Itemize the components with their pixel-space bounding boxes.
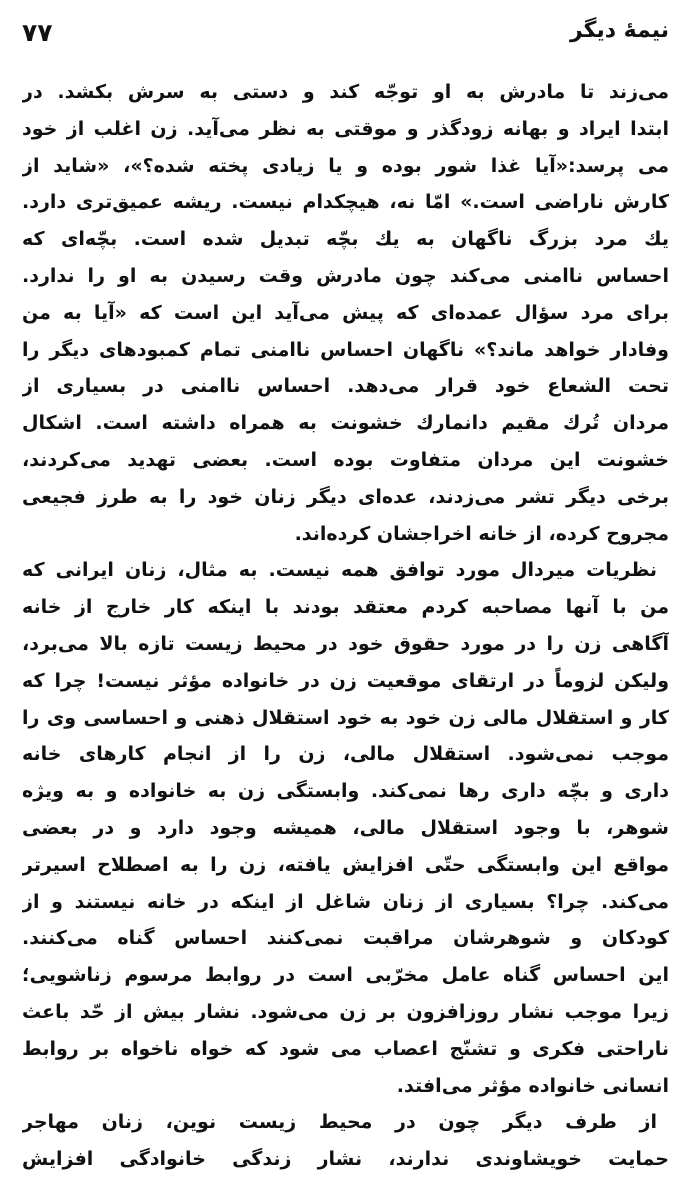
text-line: احساس ناامنی می‌کند چون مادرش وقت رسیدن به او را ندارد. [22,264,669,287]
text-line: کارش ناراضی است.» امّا نه، هیچکدام نیست. ریشه عمیق‌تری دارد. [22,191,669,214]
text-line: شوهر، با وجود استقلال مالی، همیشه وجود دارد و در بعضی [22,816,669,839]
text-line: می پرسد:«آیا غذا شور بوده و یا زیادی پخته شده؟»، «شاید از [22,154,669,177]
text-line: ناراحتی فکری و تشنّج اعصاب می شود که خواه ناخواه بر روابط [22,1037,669,1060]
text-line: ابتدا ایراد و بهانه زودگذر و موقتی به نظر می‌آید. زن اغلب از خود [22,117,669,140]
page-number: ۷۷ [22,18,53,47]
text-line: زیرا موجب نشار روزافزون بر زن می‌شود. نشار بیش از حّد باعث [22,1000,669,1023]
text-line: مردان تُرك مقیم دانمارك خشونت به همراه داشته است. اشکال [22,412,669,435]
text-line: کار و استقلال مالی زن خود به خود استقلال ذهنی و احساسی وی را [22,706,669,729]
text-line: می‌کند. چرا؟ بسیاری از زنان شاغل از اینکه در خانه نیستند و از [22,890,669,913]
text-line: تحت الشعاع خود قرار می‌دهد. احساس ناامنی در بسیاری از [22,375,669,398]
text-line: از طرف دیگر چون در محیط زیست نوین، زنان مهاجر [22,1111,657,1134]
text-line: وفادار خواهد ماند؟» ناگهان احساس ناامنی تمام کمبودهای دیگر را [22,338,669,361]
text-line: برخی دیگر تشر می‌زدند، عده‌ای دیگر زنان خود را به طرز فجیعی [22,485,669,508]
text-line: مجروح کرده، از خانه اخراجشان کرده‌اند. [294,522,669,545]
text-line: آگاهی زن را در مورد حقوق خود در محیط زیست تازه بالا می‌برد، [22,632,669,655]
text-line: نظریات میردال مورد توافق همه نیست. به مثال، زنان ایرانی که [22,559,657,582]
text-line: خشونت این مردان متفاوت بوده است. بعضی تهدید می‌کردند، [22,448,669,471]
text-line: حمایت خویشاوندی ندارند، نشار زندگی خانوادگی افزایش [22,1148,669,1171]
text-line: موجب نمی‌شود. استقلال مالی، زن را از انجام کارهای خانه [22,743,669,766]
text-line: یك مرد بزرگ ناگهان به یك بچّه تبدیل شده است. بچّه‌ای که [22,228,669,251]
text-line: داری و بچّه داری رها نمی‌کند. وابستگی زن به خانواده و به ویژه [22,780,669,803]
text-line: ولیکن لزوماً در ارتقای موقعیت زن در خانواده مؤثر نیست! چرا که [22,669,669,692]
text-line: می‌زند تا مادرش به او توجّه کند و دستی به سرش بکشد. در [22,81,669,103]
text-line: من با آنها مصاحبه کردم معتقد بودند با اینکه کار خارج از خانه [22,596,669,619]
page-header [22,18,669,54]
text-line: برای مرد سؤال عمده‌ای که پیش می‌آید این است که «آیا به من [22,301,669,324]
running-title: نیمهٔ دیگر [569,18,669,43]
body-text [22,74,669,1178]
text-line: کودکان و شوهرشان مراقبت نمی‌کنند احساس گناه می‌کنند. [22,927,669,950]
text-line: مواقع این وابستگی حتّی افزایش یافته، زن را به اصطلاح اسیرتر [22,853,669,876]
text-line: انسانی خانواده مؤثر می‌افتد. [396,1074,669,1097]
text-line: این احساس گناه عامل مخرّبی است در روابط مرسوم زناشویی؛ [22,964,669,987]
